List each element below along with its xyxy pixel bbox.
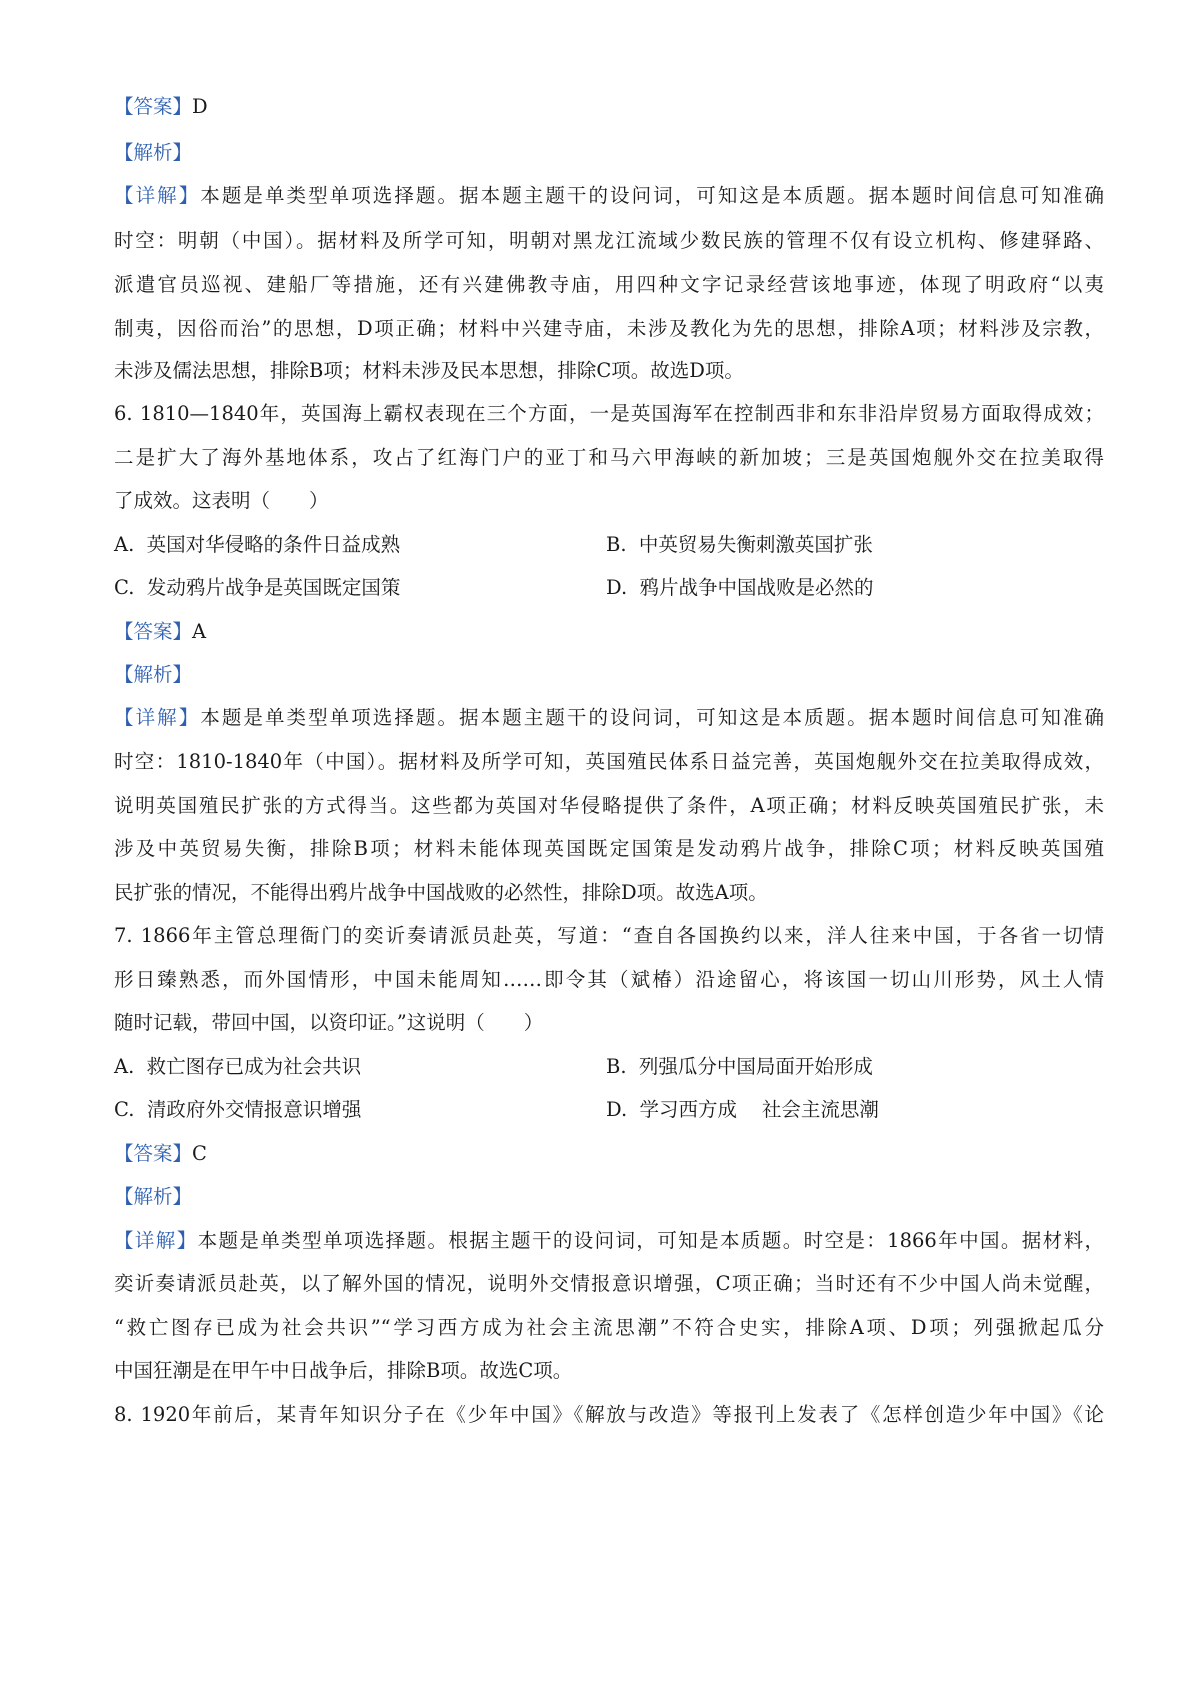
analysis-tag: 【解析】	[114, 141, 193, 164]
detail-line: 奕䜣奏请派员赴英，以了解外国的情况，说明外交情报意识增强，C项正确；当时还有不少中国人尚未觉醒，	[114, 1272, 1104, 1295]
option-d: D. 鸦片战争中国战败是必然的	[606, 576, 874, 599]
question-8-stem: 8. 1920年前后，某青年知识分子在《少年中国》《解放与改造》等报刊上发表了《怎样创造少年中国》《论	[114, 1403, 1104, 1426]
option-d: D. 学习西方成 社会主流思潮	[606, 1098, 879, 1121]
question-6-stem: 6. 1810—1840年，英国海上霸权表现在三个方面，一是英国海军在控制西非和东非沿岸贸易方面取得成效；	[114, 402, 1104, 425]
question-6-stem: 二是扩大了海外基地体系，攻占了红海门户的亚丁和马六甲海峡的新加坡；三是英国炮舰外交在拉美取得	[114, 446, 1104, 469]
question-6-stem: 了成效。这表明（ ）	[114, 489, 329, 512]
detail-line: 制夷，因俗而治”的思想，D项正确；材料中兴建寺庙，未涉及教化为先的思想，排除A项；材料涉及宗教，	[114, 317, 1104, 340]
detail-tag: 【详解】	[114, 1229, 198, 1252]
answer-line	[114, 619, 206, 645]
answer-value: A	[192, 620, 207, 643]
option-a: A. 救亡图存已成为社会共识	[114, 1055, 362, 1078]
option-b: B. 中英贸易失衡刺激英国扩张	[606, 533, 873, 556]
analysis-heading	[114, 1184, 192, 1210]
detail-line: 中国狂潮是在甲午中日战争后，排除B项。故选C项。	[114, 1359, 573, 1382]
detail-line: 涉及中英贸易失衡，排除B项；材料未能体现英国既定国策是发动鸦片战争，排除C项；材料反映英国殖	[114, 837, 1104, 860]
answer-tag: 【答案】	[114, 620, 193, 643]
detail-line: 时空：明朝（中国）。据材料及所学可知，明朝对黑龙江流域少数民族的管理不仅有设立机构、修建驿路、	[114, 229, 1104, 252]
detail-line: 【详解】本题是单类型单项选择题。根据主题干的设问词，可知是本质题。时空是：1866年中国。据材料，	[114, 1229, 1104, 1252]
detail-line: 民扩张的情况，不能得出鸦片战争中国战败的必然性，排除D项。故选A项。	[114, 881, 768, 904]
analysis-heading	[114, 140, 192, 166]
option-a: A. 英国对华侵略的条件日益成熟	[114, 533, 401, 556]
option-c: C. 清政府外交情报意识增强	[114, 1098, 362, 1121]
analysis-heading	[114, 662, 192, 688]
analysis-tag: 【解析】	[114, 1185, 193, 1208]
detail-line: “救亡图存已成为社会共识”“学习西方成为社会主流思潮”不符合史实，排除A项、D项；列强掀起瓜分	[114, 1316, 1104, 1339]
answer-tag: 【答案】	[114, 95, 193, 118]
answer-tag: 【答案】	[114, 1142, 193, 1165]
detail-line: 【详解】本题是单类型单项选择题。据本题主题干的设问词，可知这是本质题。据本题时间信息可知准确	[114, 706, 1104, 729]
analysis-tag: 【解析】	[114, 663, 193, 686]
detail-line: 派遣官员巡视、建船厂等措施，还有兴建佛教寺庙，用四种文字记录经营该地事迹，体现了明政府“以夷	[114, 273, 1104, 296]
detail-line: 未涉及儒法思想，排除B项；材料未涉及民本思想，排除C项。故选D项。	[114, 359, 744, 382]
answer-value: D	[192, 95, 208, 118]
question-7-stem: 形日臻熟悉，而外国情形，中国未能周知……即令其（斌椿）沿途留心，将该国一切山川形势，风土人情	[114, 968, 1104, 991]
option-c: C. 发动鸦片战争是英国既定国策	[114, 576, 401, 599]
question-7-stem: 随时记载，带回中国，以资印证。”这说明（ ）	[114, 1011, 544, 1034]
detail-line: 时空：1810-1840年（中国）。据材料及所学可知，英国殖民体系日益完善，英国炮舰外交在拉美取得成效，	[114, 750, 1104, 773]
detail-tag: 【详解】	[114, 184, 201, 207]
question-7-stem: 7. 1866年主管总理衙门的奕䜣奏请派员赴英，写道：“查自各国换约以来，洋人往来中国，于各省一切情	[114, 924, 1104, 947]
detail-line: 【详解】本题是单类型单项选择题。据本题主题干的设问词，可知这是本质题。据本题时间信息可知准确	[114, 184, 1104, 207]
answer-value: C	[192, 1142, 207, 1165]
option-b: B. 列强瓜分中国局面开始形成	[606, 1055, 873, 1078]
answer-line	[114, 94, 208, 120]
detail-tag: 【详解】	[114, 706, 201, 729]
detail-line: 说明英国殖民扩张的方式得当。这些都为英国对华侵略提供了条件，A项正确；材料反映英国殖民扩张，未	[114, 794, 1104, 817]
answer-line	[114, 1141, 207, 1167]
